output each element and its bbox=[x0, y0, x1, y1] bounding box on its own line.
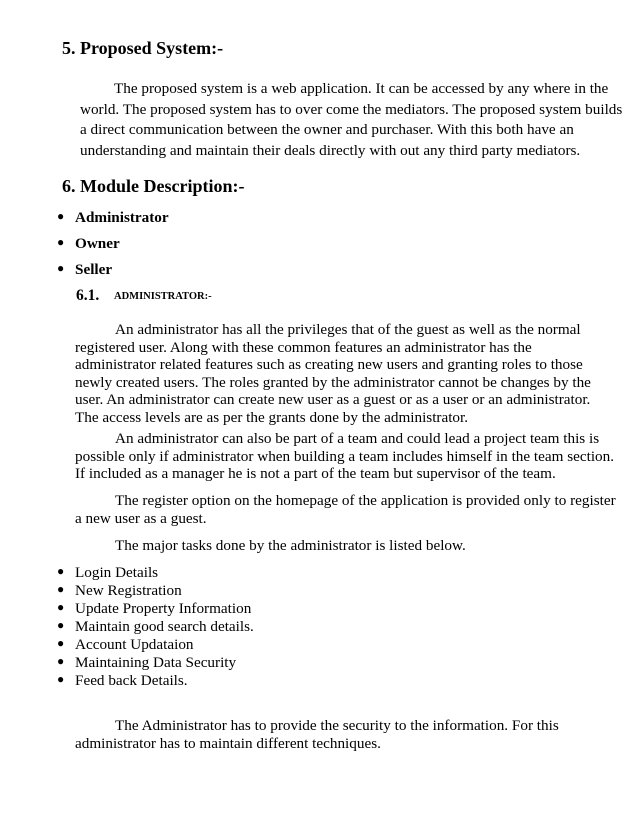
paragraph-line: The register option on the homepage of the application is provided only to register bbox=[115, 492, 616, 509]
paragraph-line: a new user as a guest. bbox=[75, 509, 207, 527]
paragraph-line: An administrator has all the privileges that of the guest as well as the normal bbox=[115, 321, 581, 338]
paragraph-line: administrator related features such as creating new users and granting roles to those bbox=[75, 356, 583, 374]
paragraph-line: registered user. Along with these common features an administrator has the bbox=[75, 338, 532, 356]
subsection-title: ADMINISTRATOR:- bbox=[114, 291, 212, 302]
bullet-icon: ● bbox=[57, 564, 65, 578]
admin-paragraph-4 bbox=[75, 537, 466, 555]
paragraph-line: The major tasks done by the administrator is listed below. bbox=[115, 537, 466, 554]
paragraph-line: administrator has to maintain different techniques. bbox=[75, 734, 381, 752]
paragraph-line: possible only if administrator when building a team includes himself in the team section. bbox=[75, 447, 615, 465]
paragraph-line: If included as a manager he is not a part of the team but supervisor of the team. bbox=[75, 465, 556, 483]
admin-paragraph-3 bbox=[75, 492, 616, 527]
bullet-icon: ● bbox=[57, 582, 65, 596]
bullet-icon: ● bbox=[57, 261, 65, 275]
subsection-number: 6.1. bbox=[76, 287, 100, 304]
paragraph-line: a direct communication between the owner and purchaser. With this both have an bbox=[80, 121, 574, 139]
bullet-icon: ● bbox=[57, 636, 65, 650]
paragraph-line: user. An administrator can create new user as a guest or as a user or an administrator. bbox=[75, 391, 591, 409]
admin-paragraph-1 bbox=[75, 321, 591, 427]
admin-paragraph-2 bbox=[75, 430, 614, 483]
paragraph-line: An administrator can also be part of a team and could lead a project team this is bbox=[115, 430, 600, 447]
bullet-icon: ● bbox=[57, 600, 65, 614]
paragraph-line: The access levels are as per the grants done by the administrator. bbox=[75, 408, 469, 426]
paragraph-line: The Administrator has to provide the security to the information. For this bbox=[115, 717, 559, 734]
bullet-icon: ● bbox=[57, 235, 65, 249]
section-6-heading: 6. Module Description:- bbox=[62, 176, 245, 196]
bullet-icon: ● bbox=[57, 654, 65, 668]
document-page: 5. Proposed System:- The proposed system is a web application. It can be accessed by any where in the world. The proposed system has to over come the mediators. The proposed system builds a direct communication between the owner and purchaser. With this both have an understanding and maintain their deals directly with out any third party mediators. 6. Module Description:- ● Administrator ● Owner ● Seller 6.1. ADMINISTRATOR:- An administrator has all the privileges that of the guest as well as the normal registered user. Along with these common features an administrator has the administrator related features such as creating new users and granting roles to those newly created users. The roles granted by the administrator cannot be changes by the user. An administrator can create new user as a guest or as a user or an administrator. The access levels are as per the grants done by the administrator. An administrator can also be part of a team and could lead a project team this is possible only if administrator when building a team includes himself in the team section. If included as a manager he is not a part of the team but supervisor of the team. The register option on the homepage of the application is provided only to register a new user as a guest. The major tasks done by the administrator is listed below. ● Login Details ● New Registration ● Update Property Information ● Maintain good search details. ● Account Updataion ● Maintaining Data Security ● Feed back Details. The Administrator has to provide the security to the information. For this administrator has to maintain different techniques. bbox=[57, 38, 623, 752]
admin-paragraph-5 bbox=[75, 717, 559, 752]
section-5-heading: 5. Proposed System:- bbox=[62, 38, 224, 58]
section-5-paragraph bbox=[80, 80, 622, 159]
paragraph-line: The proposed system is a web application. It can be accessed by any where in the bbox=[114, 80, 609, 97]
paragraph-line: newly created users. The roles granted by the administrator cannot be changes by the bbox=[75, 373, 591, 391]
bullet-icon: ● bbox=[57, 672, 65, 686]
bullet-icon: ● bbox=[57, 209, 65, 223]
paragraph-line: understanding and maintain their deals directly with out any third party mediators. bbox=[80, 141, 581, 159]
paragraph-line: world. The proposed system has to over come the mediators. The proposed system builds bbox=[80, 100, 623, 118]
bullet-icon: ● bbox=[57, 618, 65, 632]
